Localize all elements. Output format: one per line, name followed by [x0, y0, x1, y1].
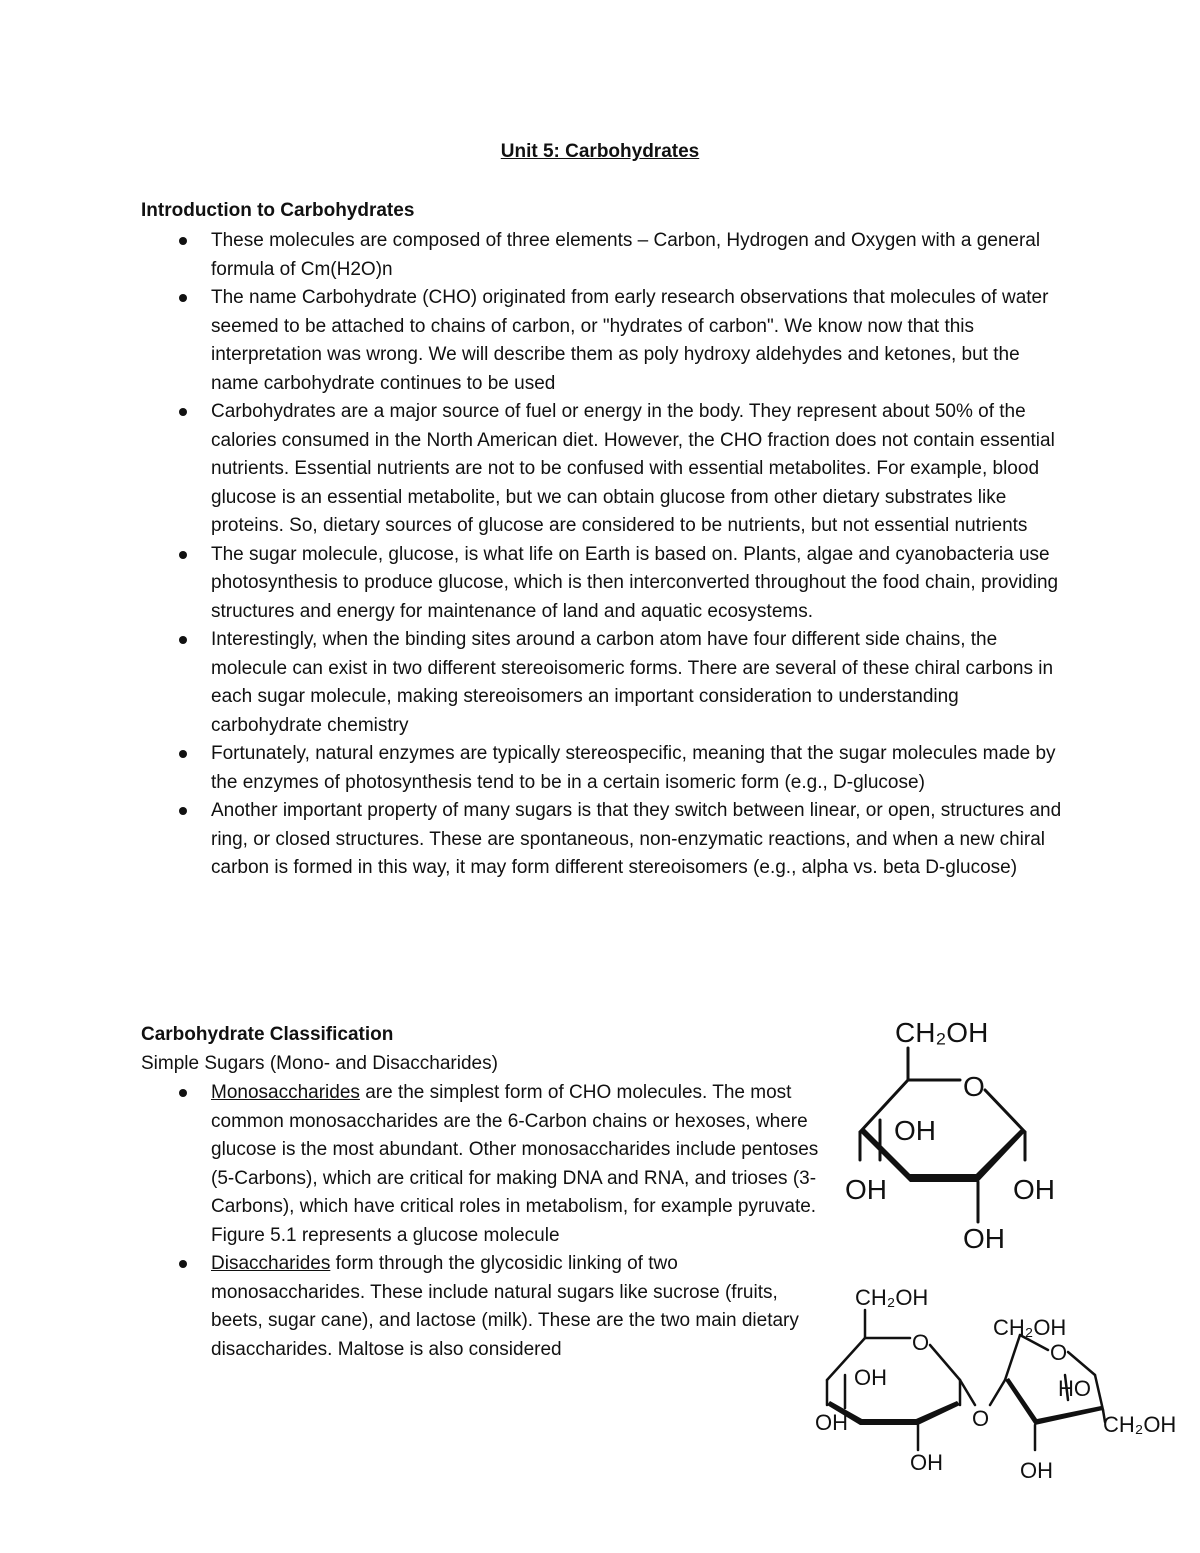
sucrose-fru-oh-bottom-label: OH	[1020, 1458, 1053, 1483]
bullet-icon	[179, 750, 187, 758]
monosaccharides-term: Monosaccharides	[211, 1082, 360, 1103]
list-item: Monosaccharides are the simplest form of CHO molecules. The most common monosaccharides are the 6-Carbon chains or hexoses, where glucose is the most abundant. Other monosaccharides include pentoses (5-Carbons), which are critical for making DNA and RNA, and trioses (3-Carbons), which have critical roles in metabolism, for example pyruvate. Figure 5.1 represents a glucose molecule	[141, 1079, 831, 1250]
bullet-icon	[179, 807, 187, 815]
list-item: Interestingly, when the binding sites around a carbon atom have four different side chains, the molecule can exist in two different stereoisomeric forms. There are several of these chiral carbons in each sugar molecule, making stereoisomers an important consideration to understanding carbohydrate chemistry	[141, 626, 1071, 740]
bullet-icon	[179, 1260, 187, 1268]
glucose-oh-left-label: OH	[845, 1174, 887, 1205]
glucose-oh-inner-label: OH	[894, 1115, 936, 1146]
sucrose-glc-ch2oh-label: CH₂OH	[855, 1285, 929, 1310]
list-item: Carbohydrates are a major source of fuel or energy in the body. They represent about 50% of the calories consumed in the North American diet. However, the CHO fraction does not contain essential nutrients. Essential nutrients are not to be confused with essential metabolites. For example, blood glucose is an essential metabolite, but we can obtain glucose from other dietary substrates like proteins. So, dietary sources of glucose are considered to be nutrients, but not essential nutrients	[141, 398, 1071, 541]
list-item: Fortunately, natural enzymes are typically stereospecific, meaning that the sugar molecules made by the enzymes of photosynthesis tend to be in a certain isomeric form (e.g., D-glucose)	[141, 740, 1071, 797]
sucrose-bridge-oxygen-label: O	[972, 1406, 990, 1431]
list-item: Disaccharides form through the glycosidic linking of two monosaccharides. These include natural sugars like sucrose (fruits, beets, sugar cane), and lactose (milk). These are the two main dietary disaccharides. Maltose is also considered	[141, 1250, 831, 1364]
glucose-ch2oh-label: CH₂OH	[895, 1017, 989, 1048]
list-item: The sugar molecule, glucose, is what life on Earth is based on. Plants, algae and cyanobacteria use photosynthesis to produce glucose, which is then interconverted throughout the food chain, providing structures and energy for maintenance of land and aquatic ecosystems.	[141, 541, 1071, 627]
sucrose-structure-figure	[810, 1280, 1195, 1495]
glucose-ring-oxygen-label: O	[963, 1071, 985, 1102]
bullet-icon	[179, 551, 187, 559]
disaccharides-term: Disaccharides	[211, 1253, 331, 1274]
sucrose-glc-ring-oxygen-label: O	[912, 1330, 930, 1355]
list-item: These molecules are composed of three elements – Carbon, Hydrogen and Oxygen with a general formula of Cm(H2O)n	[141, 227, 1071, 284]
glucose-structure-figure	[830, 1010, 1080, 1260]
glucose-oh-right-label: OH	[1013, 1174, 1055, 1205]
sucrose-glc-oh-inner-label: OH	[854, 1365, 887, 1390]
sucrose-fru-ch2oh-label: CH₂OH	[993, 1315, 1067, 1340]
intro-bullet-list	[141, 227, 1071, 883]
list-item: Another important property of many sugars is that they switch between linear, or open, structures and ring, or closed structures. These are spontaneous, non-enzymatic reactions, and when a new chiral carbon is formed in this way, it may form different stereoisomers (e.g., alpha vs. beta D-glucose)	[141, 797, 1071, 883]
sucrose-glc-oh-bottom-label: OH	[910, 1450, 943, 1475]
list-item: The name Carbohydrate (CHO) originated from early research observations that molecules of water seemed to be attached to chains of carbon, or "hydrates of carbon". We know now that this interpretation was wrong. We will describe them as poly hydroxy aldehydes and ketones, but the name carbohydrate continues to be used	[141, 284, 1071, 398]
bullet-icon	[179, 237, 187, 245]
classification-heading: Carbohydrate Classification	[141, 1024, 394, 1045]
page-title: Unit 5: Carbohydrates	[500, 141, 700, 162]
sucrose-glc-oh-left-label: OH	[815, 1410, 848, 1435]
sucrose-fru-ch2oh-side-label: CH₂OH	[1103, 1412, 1177, 1437]
glucose-oh-bottom-label: OH	[963, 1223, 1005, 1254]
bullet-icon	[179, 1089, 187, 1097]
sucrose-fru-ho-label: HO	[1058, 1376, 1091, 1401]
bullet-icon	[179, 636, 187, 644]
bullet-icon	[179, 294, 187, 302]
classification-bullet-list	[141, 1079, 831, 1364]
bullet-icon	[179, 408, 187, 416]
simple-sugars-subheading: Simple Sugars (Mono- and Disaccharides)	[141, 1053, 498, 1074]
intro-heading: Introduction to Carbohydrates	[141, 200, 415, 221]
sucrose-fru-ring-oxygen-label: O	[1050, 1340, 1068, 1365]
